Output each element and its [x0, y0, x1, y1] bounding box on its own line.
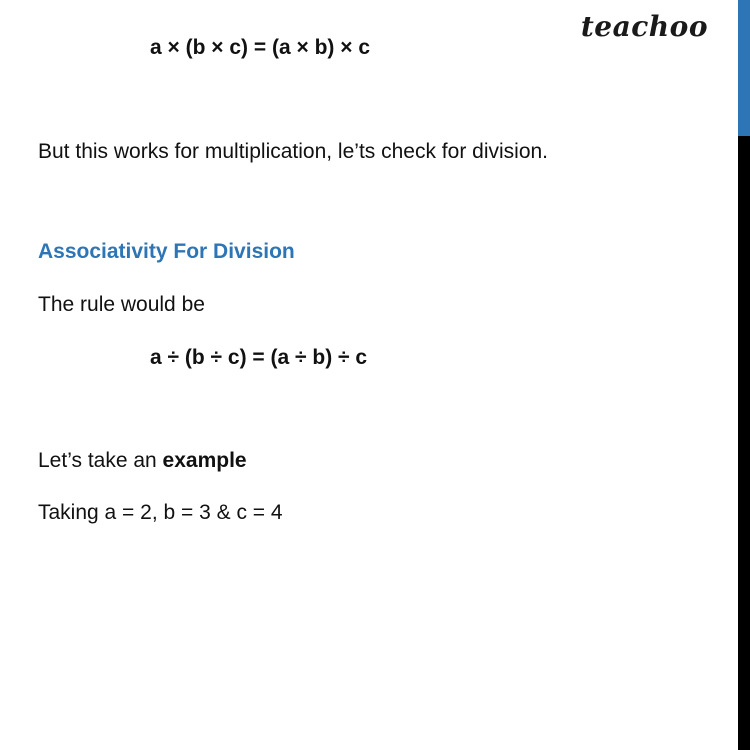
example-line	[38, 448, 247, 474]
scrollbar-thumb[interactable]	[738, 0, 750, 136]
example-keyword: example	[162, 449, 247, 472]
scrollbar-track[interactable]	[738, 0, 750, 750]
transition-note: But this works for multiplication, le’ts check for division.	[38, 140, 549, 163]
example-values: Taking a = 2, b = 3 & c = 4	[38, 501, 283, 524]
rule-intro: The rule would be	[38, 293, 205, 316]
section-heading: Associativity For Division	[38, 240, 295, 263]
example-prefix: Let’s take an	[38, 449, 163, 472]
multiplication-equation: a × (b × c) = (a × b) × c	[150, 36, 371, 59]
division-equation: a ÷ (b ÷ c) = (a ÷ b) ÷ c	[150, 346, 368, 369]
teachoo-logo: teachoo	[580, 10, 708, 43]
